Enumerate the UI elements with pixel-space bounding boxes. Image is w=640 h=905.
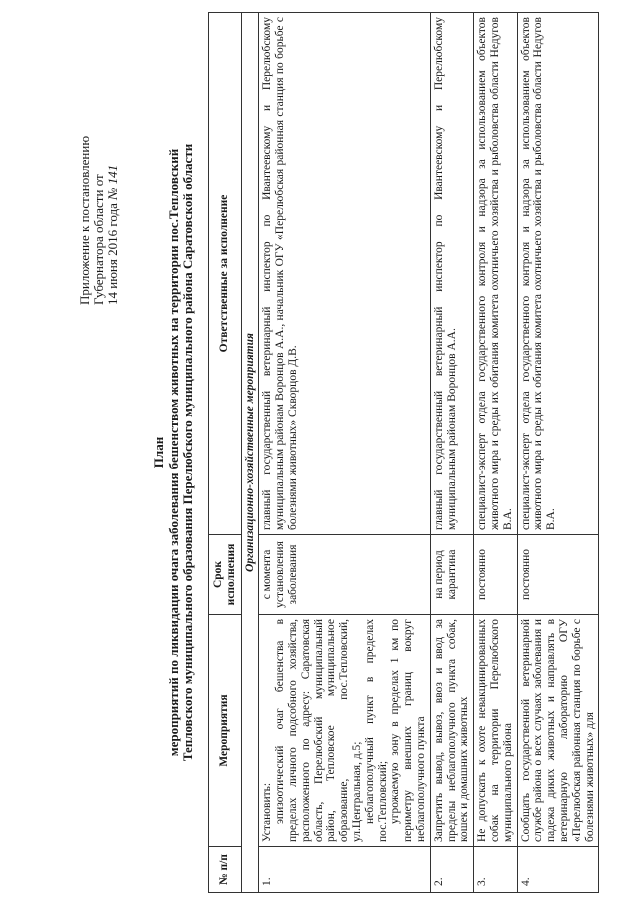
- row-activity: [259, 615, 430, 847]
- row-responsible: главный государственный ветеринарный инспектор по Ивантеевскому и Перелюбскому муниципальным районам Воронцов А.А.: [430, 13, 473, 535]
- appendix-date: 14 июня 2016 года: [105, 203, 120, 305]
- title-line-3: Тепловского муниципального образования Перелюбского муниципального района Саратовской области: [180, 143, 195, 762]
- activity-line: Не допускать к охоте невакцинированных собак на территории Перелюбского муниципального района: [476, 619, 514, 842]
- activity-line: угрожаемую зону в пределах 1 км по периметру внешних границ вокруг неблагополучного пункта: [389, 619, 427, 842]
- row-responsible: главный государственный ветеринарный инспектор по Ивантеевскому и Перелюбскому муниципальным районам Воронцов А.А., начальник ОГУ «Перелюбская районная станция по борьбе с болезнями животных» Скворцов Д.В.: [259, 13, 430, 535]
- appendix-line-2: Губернатора области от: [91, 174, 106, 305]
- row-activity: [474, 615, 517, 847]
- appendix-number: № 141: [105, 164, 120, 200]
- row-responsible: специалист-эксперт отдела государственного контроля и надзора за использованием объектов животного мира и среды их обитания комитета охотничьего хозяйства и рыболовства области Недугов В.А.: [474, 13, 517, 535]
- header-num: № п/п: [209, 847, 242, 893]
- row-number: 4.: [517, 847, 599, 893]
- row-number: 2.: [430, 847, 473, 893]
- activity-line: неблагополучный пункт в пределах пос.Тепловский;: [363, 619, 389, 842]
- header-term: Срок исполнения: [209, 535, 242, 615]
- activity-line: Установить:: [261, 782, 274, 842]
- row-term: на период карантина: [430, 535, 473, 615]
- section-row: [241, 13, 259, 893]
- title-word: План: [151, 436, 166, 469]
- title-line-2: мероприятий по ликвидации очага заболевания бешенством животных на территории пос.Тепловский: [165, 148, 181, 757]
- table-row: [474, 13, 517, 893]
- document-title: [152, 0, 196, 905]
- table-header-row: [209, 13, 242, 893]
- header-activity: Мероприятия: [209, 615, 242, 847]
- table-row: [430, 13, 473, 893]
- row-activity: [517, 615, 599, 847]
- appendix-line-1: Приложение к постановлению: [77, 135, 92, 305]
- row-term: постоянно: [474, 535, 517, 615]
- row-number: 1.: [259, 847, 430, 893]
- table-row: [517, 13, 599, 893]
- table-row: [259, 13, 430, 893]
- row-activity: [430, 615, 473, 847]
- row-number: 3.: [474, 847, 517, 893]
- plan-table: [208, 12, 599, 893]
- activity-line: Сообщать государственной ветеринарной службе района о всех случаях заболевания и падежа диких животных и направлять в ветеринарную лабораторию ОГУ «Перелюбская районная станция по борьбе с болезнями животных» для: [519, 619, 596, 842]
- activity-line: Запретить вывод, вывоз, ввоз и ввод за пределы неблагополучного пункта собак, кошек и домашних животных: [432, 619, 471, 842]
- header-responsible: Ответственные за исполнение: [209, 13, 242, 535]
- row-responsible: специалист-эксперт отдела государственного контроля и надзора за использованием объектов животного мира и среды их обитания комитета охотничьего хозяйства и рыболовства области Недугов В.А.: [517, 13, 599, 535]
- activity-line: эпизоотический очаг бешенства в пределах личного подсобного хозяйства, расположенного по адресу: Саратовская область, Перелюбский муниципальный район, Тепловское муниципальное образование, пос.Тепловский, ул.Центральная, д.5;: [274, 619, 363, 842]
- row-term: с момента установления заболевания: [259, 535, 430, 615]
- section-title: Организационно-хозяйственные мероприятия: [241, 13, 259, 893]
- appendix-note: [78, 25, 120, 305]
- row-term: постоянно: [517, 535, 599, 615]
- appendix-line-3: [106, 25, 120, 305]
